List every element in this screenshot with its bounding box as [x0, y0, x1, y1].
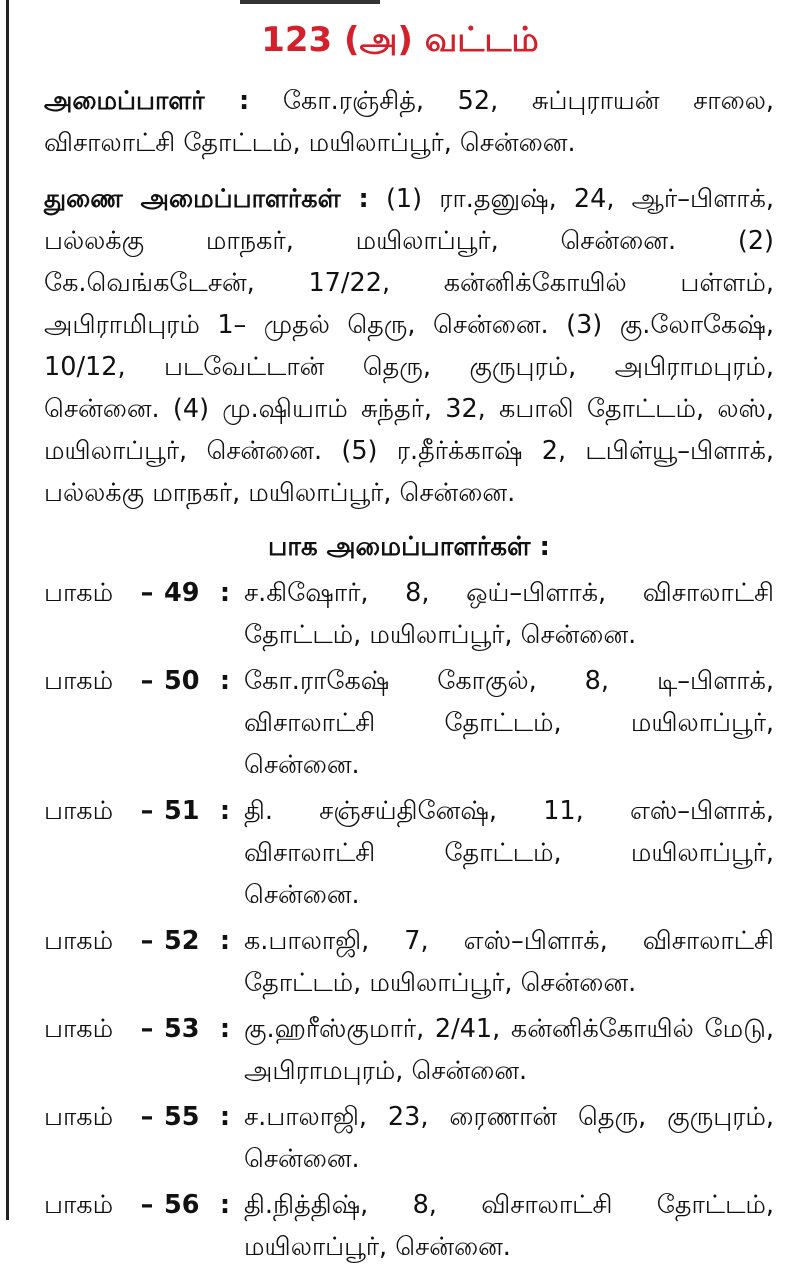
part-number: 49 [164, 578, 200, 608]
part-dash: – [140, 578, 154, 608]
part-word: பாகம் [44, 1102, 114, 1132]
part-dash: – [140, 1014, 154, 1044]
deputy-organizers-label: துணை அமைப்பாளர்கள் : [44, 184, 369, 214]
organizer-paragraph [44, 80, 774, 164]
part-word: பாகம் [44, 1190, 114, 1220]
part-colon: : [219, 666, 231, 696]
part-dash: – [140, 666, 154, 696]
part-colon: : [219, 796, 231, 826]
part-number: 52 [164, 926, 200, 956]
part-colon: : [219, 578, 231, 608]
part-colon: : [219, 926, 231, 956]
part-number: 51 [164, 796, 200, 826]
organizer-label: அமைப்பாளர் : [44, 86, 250, 116]
part-dash: – [140, 1190, 154, 1220]
part-word: பாகம் [44, 796, 114, 826]
part-organizers-list [44, 572, 774, 1268]
part-colon: : [219, 1102, 231, 1132]
ward-title: 123 (அ) வட்டம் [261, 20, 539, 60]
part-dash: – [140, 926, 154, 956]
part-word: பாகம் [44, 1014, 114, 1044]
organizer-text: கோ.ரஞ்சித், 52, சுப்புராயன் சாலை, விசாலாட்சி தோட்டம், மயிலாப்பூர், சென்னை. [44, 86, 774, 158]
part-organizer-text: கோ.ராகேஷ் கோகுல், 8, டி–பிளாக், விசாலாட்சி தோட்டம், மயிலாப்பூர், சென்னை. [244, 666, 774, 780]
part-colon: : [219, 1014, 231, 1044]
part-organizer-text: தி.நித்திஷ், 8, விசாலாட்சி தோட்டம், மயிலாப்பூர், சென்னை. [244, 1190, 774, 1262]
list-item [44, 572, 774, 656]
list-item [44, 790, 774, 916]
list-item [44, 1096, 774, 1180]
part-colon: : [219, 1190, 231, 1220]
document-content [44, 80, 774, 1272]
part-organizer-text: ச.கிஷோர், 8, ஒய்–பிளாக், விசாலாட்சி தோட்டம், மயிலாப்பூர், சென்னை. [244, 578, 774, 650]
part-number: 50 [164, 666, 200, 696]
left-border-rule [6, 0, 9, 1220]
deputy-organizers-text: (1) ரா.தனுஷ், 24, ஆர்–பிளாக், பல்லக்கு மாநகர், மயிலாப்பூர், சென்னை. (2) கே.வெங்கடேசன், 17/22, கன்னிக்கோயில் பள்ளம், அபிராமிபுரம் 1– முதல் தெரு, சென்னை. (3) கு.லோகேஷ், 10/12, படவேட்டான் தெரு, குருபுரம், அபிராமபுரம், சென்னை. (4) மு.ஷியாம் சுந்தர், 32, கபாலி தோட்டம், லஸ், மயிலாப்பூர், சென்னை. (5) ர.தீர்க்காஷ் 2, டபிள்யூ–பிளாக், பல்லக்கு மாநகர், மயிலாப்பூர், சென்னை. [44, 184, 775, 508]
part-number: 53 [164, 1014, 200, 1044]
part-number: 56 [164, 1190, 200, 1220]
part-organizer-text: கு.ஹரீஸ்குமார், 2/41, கன்னிக்கோயில் மேடு, அபிராமபுரம், சென்னை. [244, 1014, 774, 1086]
part-organizer-text: க.பாலாஜி, 7, எஸ்–பிளாக், விசாலாட்சி தோட்டம், மயிலாப்பூர், சென்னை. [244, 926, 774, 998]
part-organizer-text: ச.பாலாஜி, 23, ரைணான் தெரு, குருபுரம், சென்னை. [244, 1102, 774, 1174]
list-item [44, 660, 774, 786]
list-item [44, 1184, 774, 1268]
list-item [44, 920, 774, 1004]
part-number: 55 [164, 1102, 200, 1132]
part-organizers-heading: பாக அமைப்பாளர்கள் : [268, 532, 550, 562]
deputy-organizers-paragraph [44, 178, 774, 514]
part-word: பாகம் [44, 666, 114, 696]
part-word: பாகம் [44, 578, 114, 608]
part-organizer-text: தி. சஞ்சய்தினேஷ், 11, எஸ்–பிளாக், விசாலாட்சி தோட்டம், மயிலாப்பூர், சென்னை. [244, 796, 774, 910]
part-dash: – [140, 796, 154, 826]
list-item [44, 1008, 774, 1092]
part-word: பாகம் [44, 926, 114, 956]
part-dash: – [140, 1102, 154, 1132]
top-rule-fragment [240, 0, 380, 4]
